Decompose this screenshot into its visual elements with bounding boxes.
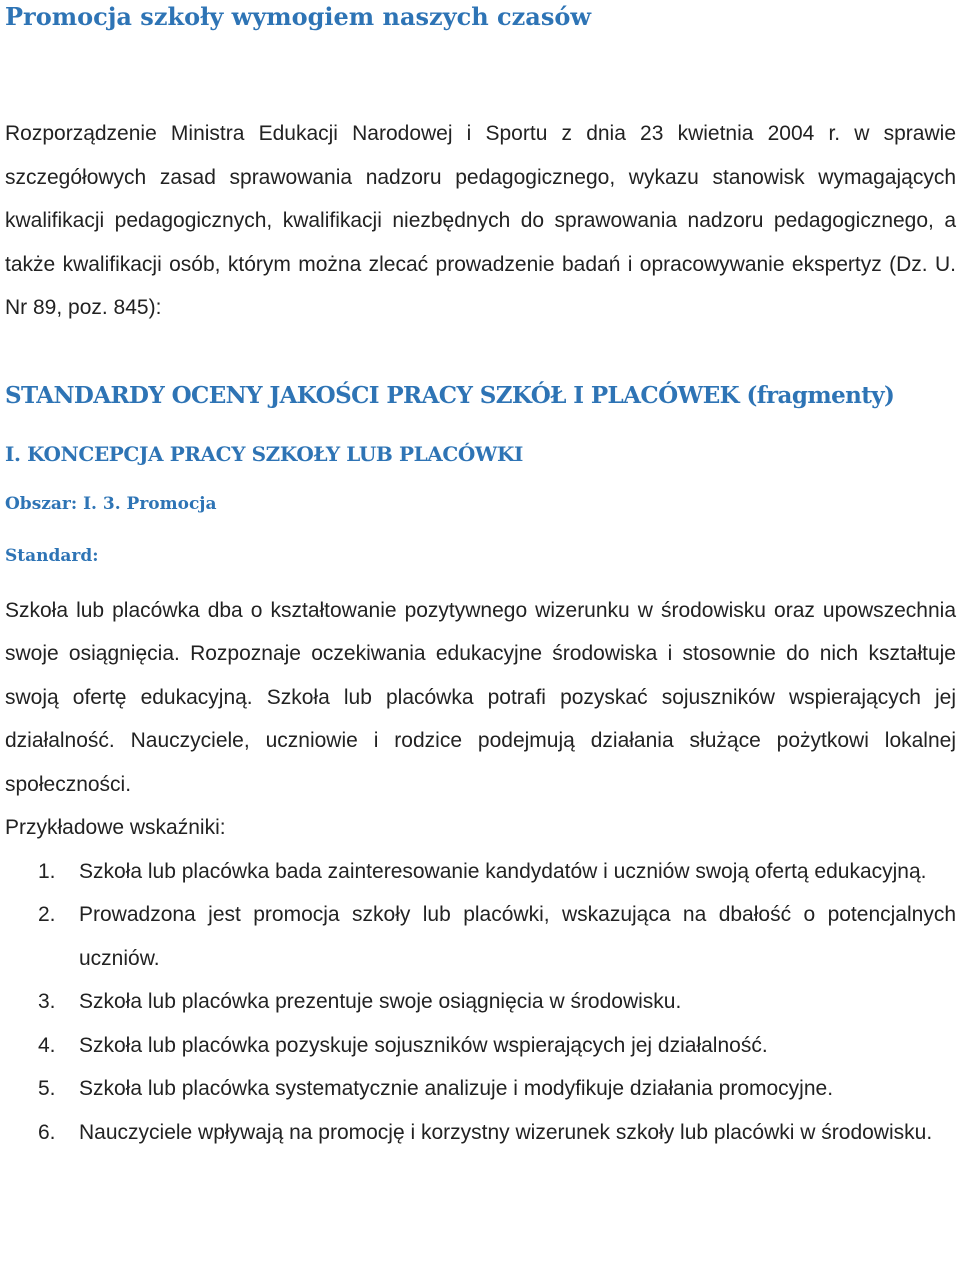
indicator-number: 2. — [38, 903, 56, 926]
indicator-list — [5, 850, 956, 1155]
document-title: Promocja szkoły wymogiem naszych czasów — [5, 2, 592, 31]
heading-standard: Standard: — [5, 545, 99, 566]
indicator-text: Prowadzona jest promocja szkoły lub placówki, wskazująca na dbałość o potencjalnych uczniów. — [79, 903, 956, 970]
indicator-item-3 — [5, 980, 956, 1024]
indicator-number: 4. — [38, 1033, 56, 1057]
indicators-label: Przykładowe wskaźniki: — [5, 816, 226, 839]
intro-paragraph: Rozporządzenie Ministra Edukacji Narodowej i Sportu z dnia 23 kwietnia 2004 r. w sprawie szczegółowych zasad sprawowania nadzoru pedagogicznego, wykazu stanowisk wymagających kwalifikacji pedagogicznych, kwalifikacji niezbędnych do sprawowania nadzoru pedagogicznego, a także kwalifikacji osób, którym można zlecać prowadzenie badań i opracowywanie ekspertyz (Dz. U. Nr 89, poz. 845): — [5, 122, 956, 319]
indicator-item-2 — [5, 893, 956, 980]
indicator-number: 5. — [38, 1077, 56, 1100]
indicator-item-4 — [5, 1024, 956, 1068]
indicator-text: Szkoła lub placówka prezentuje swoje osiągnięcia w środowisku. — [79, 990, 682, 1013]
indicator-item-1 — [5, 850, 956, 894]
indicator-item-5 — [5, 1067, 956, 1111]
indicator-number: 3. — [38, 990, 56, 1013]
indicator-number: 1. — [38, 859, 56, 883]
indicator-text: Szkoła lub placówka systematycznie analizuje i modyfikuje działania promocyjne. — [79, 1077, 834, 1100]
heading-area: Obszar: I. 3. Promocja — [5, 493, 217, 514]
indicator-text: Nauczyciele wpływają na promocję i korzystny wizerunek szkoły lub placówki w środowisku. — [79, 1120, 933, 1144]
heading-concept: I. KONCEPCJA PRACY SZKOŁY LUB PLACÓWKI — [5, 441, 523, 466]
indicator-text: Szkoła lub placówka pozyskuje sojuszników wspierających jej działalność. — [79, 1033, 768, 1057]
indicator-item-6 — [5, 1111, 956, 1155]
indicator-number: 6. — [38, 1120, 56, 1144]
indicator-text: Szkoła lub placówka bada zainteresowanie kandydatów i uczniów swoją ofertą edukacyjną. — [79, 859, 927, 883]
document-page — [5, 0, 956, 1154]
standard-paragraph: Szkoła lub placówka dba o kształtowanie pozytywnego wizerunku w środowisku oraz upowszechnia swoje osiągnięcia. Rozpoznaje oczekiwania edukacyjne środowiska i stosownie do nich kształtuje swoją ofertę edukacyjną. Szkoła lub placówka potrafi pozyskać sojuszników wspierających jej działalność. Nauczyciele, uczniowie i rodzice podejmują działania służące pożytkowi lokalnej społeczności. — [5, 598, 956, 796]
heading-standards: STANDARDY OCENY JAKOŚCI PRACY SZKÓŁ I PLACÓWEK (fragmenty) — [5, 381, 895, 409]
